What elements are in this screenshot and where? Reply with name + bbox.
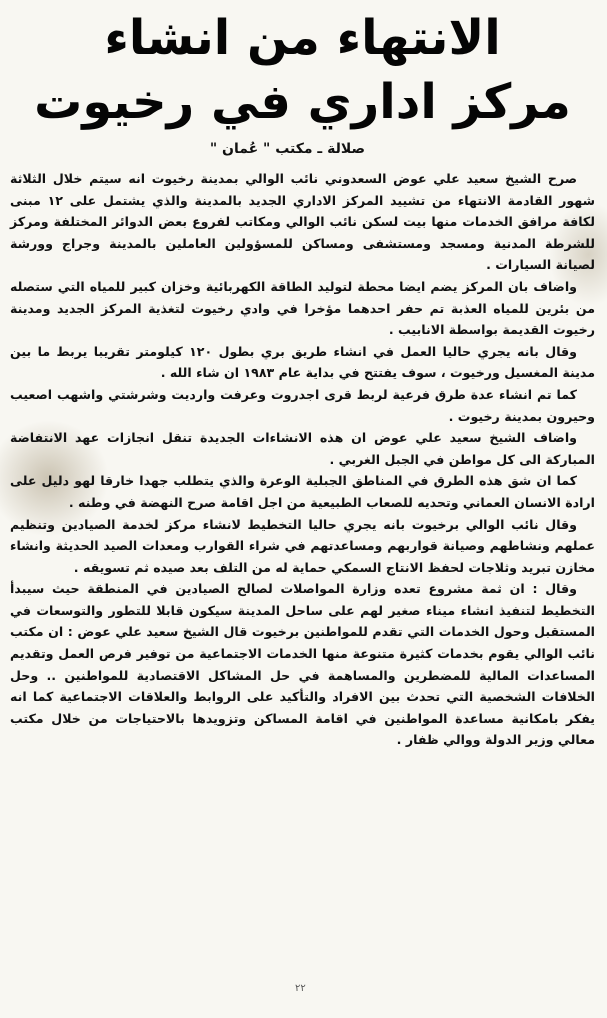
headline-line-2: مركز اداري في رخيوت <box>34 74 571 130</box>
dateline: صلالة ـ مكتب " عُمان " <box>209 141 365 157</box>
paragraph-3: وقال بانه يجري حاليا العمل في انشاء طريق بري بطول ١٢٠ كيلومتر تقريبا يربط ما بين مدينة المغسيل ورخيوت ، سوف يفتتح في بداية عام ١٩٨٣ ان شاء الله . <box>10 343 595 381</box>
page-mark: ٢٢ <box>295 983 306 994</box>
paragraph-5: واضاف الشيخ سعيد علي عوض ان هذه الانشاءات الجديدة تنقل انجازات عهد الانتفاضة المباركة الى كل مواطن في الجبل الغربي . <box>10 430 595 467</box>
paragraph-7: وقال نائب الوالي برخيوت بانه يجري حاليا التخطيط لانشاء مركز لخدمة الصيادين وتنظيم عملهم ونشاطهم وصيانة قواربهم ومساعدتهم في شراء القوارب ومعدات الصيد الحديثة وانشاء مخازن تبريد وثلاجات لحفظ الانتاج السمكي حماية له من التلف بعد صيده ثم تسويقه . <box>10 516 595 575</box>
article-body <box>10 168 595 751</box>
headline <box>10 6 595 134</box>
paragraph-4: كما تم انشاء عدة طرق فرعية لربط قرى اجدروت وعرفت وارديت وشرشتي واشهب اصعيب وحيرون بمدينة رخيوت . <box>10 386 595 424</box>
headline-line-1: الانتهاء من انشاء <box>104 10 501 66</box>
paragraph-8: وقال : ان ثمة مشروع تعده وزارة المواصلات لصالح الصيادين في المنطقة حيث سيبدأ التخطيط لتنفيذ انشاء ميناء صغير لهم على ساحل المدينة سيكون قابلا للتطور والتوسعات في المستقبل وحول الخدمات التي تقدم للمواطنين برخيوت قال الشيخ سعيد علي عوض : ان مكتب نائب الوالي يقوم بخدمات كثيرة متنوعة منها الخدمات الاجتماعية من توفير فرص العمل وتقديم المساعدات المالية للمضطرين والمساهمة في حل المشاكل الاقتصادية للمواطنين .. وحل الخلافات الشخصية التي تحدث بين الافراد والتأكيد على الروابط والعلاقات الاجتماعية كما انه يفكر بامكانية مساعدة المواطنين في اقامة المساكن وتزويدها بالاحتياجات من خلال مكتب معالي وزير الدولة ووالي ظفار . <box>10 581 595 748</box>
paragraph-1: صرح الشيخ سعيد علي عوض السعدوني نائب الوالي بمدينة رخيوت انه سيتم خلال الثلاثة شهور القادمة الانتهاء من تشييد المركز الاداري الجديد بالمدينة والذي يشتمل على ١٢ مبنى لكافة مرافق الخدمات منها بيت لسكن نائب الوالي ومكاتب لفروع بعض الدوائر المختلفة ومركز للشرطة المدنية ومسجد ومستشفى ومساكن للمسؤولين العاملين بالمدينة وجراج وورشة لصيانة السيارات . <box>10 171 595 273</box>
paragraph-6: كما ان شق هذه الطرق في المناطق الجبلية الوعرة والذي يتطلب جهدا خارقا لهو دليل على ارادة الانسان العماني وتحديه للصعاب الطبيعية من اجل اقامة صرح النهضة في وطنه . <box>10 473 595 510</box>
paragraph-2: واضاف بان المركز يضم ايضا محطة لتوليد الطاقة الكهربائية وخزان كبير للمياه التي ستصله من بئرين للمياه العذبة تم حفر احدهما مؤخرا في وادي رخيوت لتغذية المركز الجديد ومدينة رخيوت القديمة بواسطة الانابيب . <box>10 278 595 338</box>
